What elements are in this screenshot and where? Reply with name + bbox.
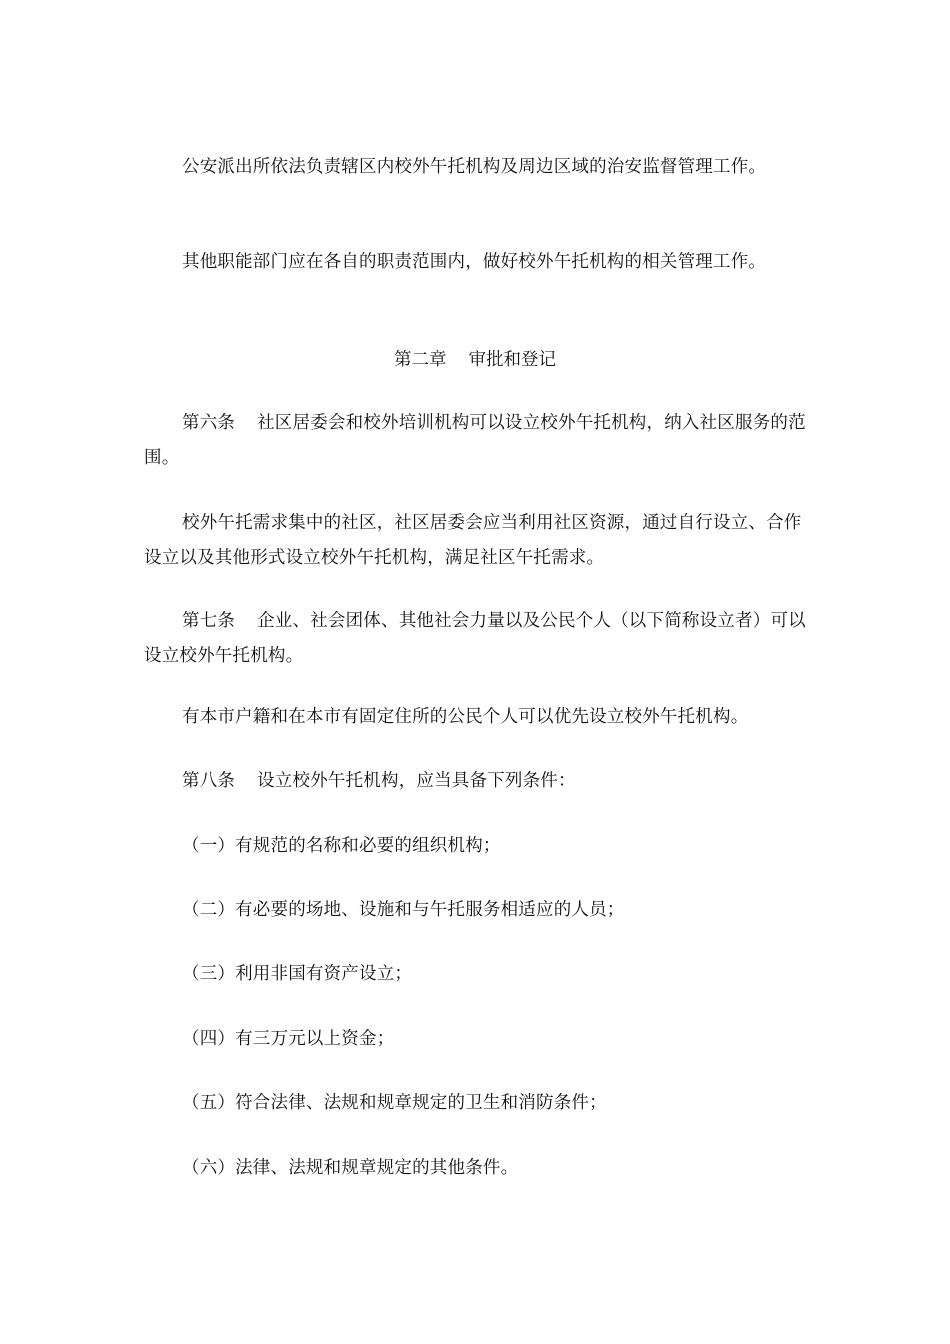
article-7-label: 第七条 (182, 611, 236, 631)
article-6 (144, 406, 812, 476)
article-8-text: 设立校外午托机构，应当具备下列条件： (257, 771, 576, 791)
condition-6: （六）法律、法规和规章规定的其他条件。 (182, 1158, 519, 1178)
condition-2: （二）有必要的场地、设施和与午托服务相适应的人员； (182, 900, 625, 920)
article-6-label: 第六条 (182, 413, 236, 433)
condition-1: （一）有规范的名称和必要的组织机构； (182, 836, 501, 856)
paragraph-other-departments: 其他职能部门应在各自的职责范围内，做好校外午托机构的相关管理工作。 (182, 252, 767, 272)
chapter-title: 审批和登记 (468, 350, 556, 370)
chapter-heading (0, 343, 950, 378)
condition-3: （三）利用非国有资产设立； (182, 964, 413, 984)
article-7-text: 企业、社会团体、其他社会力量以及公民个人（以下简称设立者）可以设立校外午托机构。 (144, 611, 806, 666)
condition-4: （四）有三万元以上资金； (182, 1029, 395, 1049)
condition-5: （五）符合法律、法规和规章规定的卫生和消防条件； (182, 1093, 607, 1113)
chapter-number: 第二章 (394, 350, 447, 370)
article-8 (144, 764, 812, 799)
article-6-text: 社区居委会和校外培训机构可以设立校外午托机构，纳入社区服务的范围。 (144, 413, 806, 468)
article-7-paragraph-2: 有本市户籍和在本市有固定住所的公民个人可以优先设立校外午托机构。 (182, 707, 749, 727)
article-6-paragraph-2: 校外午托需求集中的社区，社区居委会应当利用社区资源，通过自行设立、合作设立以及其他形式设立校外午托机构，满足社区午托需求。 (144, 513, 802, 568)
article-8-label: 第八条 (182, 771, 236, 791)
paragraph-police-duty: 公安派出所依法负责辖区内校外午托机构及周边区域的治安监督管理工作。 (182, 157, 767, 177)
article-7 (144, 604, 812, 674)
